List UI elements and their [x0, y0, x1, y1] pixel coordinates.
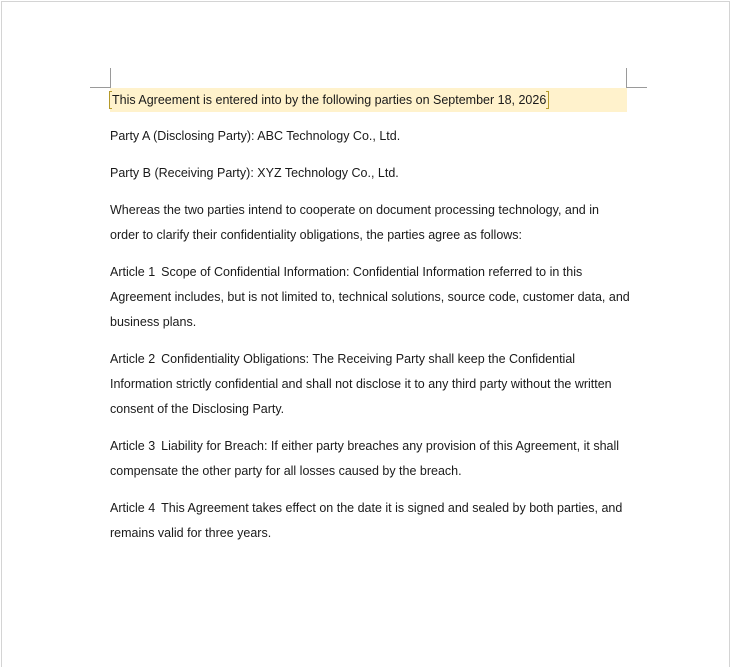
article-3-label: Article 3 [110, 439, 156, 453]
content-control-date-sentence[interactable] [110, 88, 627, 112]
article-4-paragraph[interactable] [110, 496, 630, 546]
article-1-label: Article 1 [110, 265, 156, 279]
article-4-label: Article 4 [110, 501, 156, 515]
article-4-text: This Agreement takes effect on the date it is signed and sealed by both parties, and remains valid for three years. [110, 501, 623, 540]
margin-corner-top-left [90, 68, 111, 88]
whereas-paragraph[interactable]: Whereas the two parties intend to cooperate on document processing technology, and in order to clarify their confidentiality obligations, the parties agree as follows: [110, 203, 599, 242]
article-3-text: Liability for Breach: If either party breaches any provision of this Agreement, it shall compensate the other party for all losses caused by the breach. [110, 439, 620, 478]
party-a-paragraph[interactable]: Party A (Disclosing Party): ABC Technology Co., Ltd. [110, 129, 401, 143]
article-1-text: Scope of Confidential Information: Confidential Information referred to in this Agreement includes, but is not limited to, technical solutions, source code, customer data, and business plans. [110, 265, 630, 329]
content-control-end-bracket [546, 91, 549, 109]
margin-corner-top-right [626, 68, 647, 88]
party-b-paragraph[interactable]: Party B (Receiving Party): XYZ Technology Co., Ltd. [110, 166, 399, 180]
highlighted-sentence[interactable]: This Agreement is entered into by the following parties on September 18, 2026 [112, 93, 547, 107]
article-3-paragraph[interactable] [110, 434, 630, 484]
document-page [1, 1, 730, 667]
article-2-label: Article 2 [110, 352, 156, 366]
article-2-paragraph[interactable] [110, 347, 630, 422]
article-2-text: Confidentiality Obligations: The Receiving Party shall keep the Confidential Information strictly confidential and shall not disclose it to any third party without the written consent of the Disclosing Party. [110, 352, 612, 416]
document-body[interactable] [110, 88, 630, 558]
article-1-paragraph[interactable] [110, 260, 630, 335]
